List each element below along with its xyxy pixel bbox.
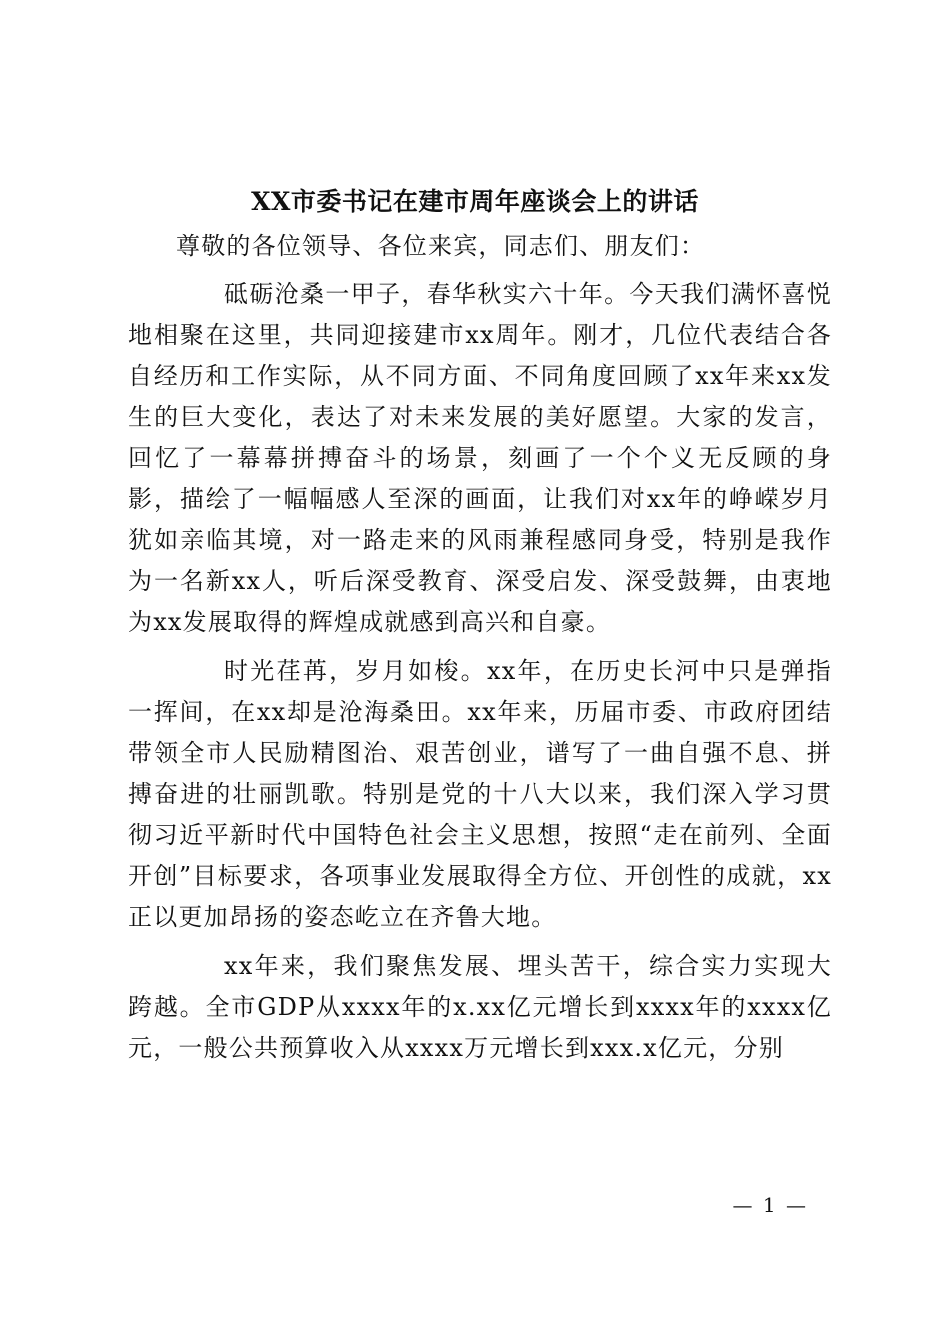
paragraph: 砥砺沧桑一甲子，春华秋实六十年。今天我们满怀喜悦地相聚在这里，共同迎接建市xx周年。刚才，几位代表结合各自经历和工作实际，从不同方面、不同角度回顾了xx年来xx发生的巨大变化，表达了对未来发展的美好愿望。大家的发言，回忆了一幕幕拼搏奋斗的场景，刻画了一个个义无反顾的身影，描绘了一幅幅感人至深的画面，让我们对xx年的峥嵘岁月犹如亲临其境，对一路走来的风雨兼程感同身受，特别是我作为一名新xx人，听后深受教育、深受启发、深受鼓舞，由衷地为xx发展取得的辉煌成就感到高兴和自豪。 bbox=[128, 280, 832, 636]
salutation: 尊敬的各位领导、各位来宾，同志们、朋友们： bbox=[176, 232, 706, 260]
page-number: — 1 — bbox=[732, 1193, 808, 1217]
document-body bbox=[128, 226, 832, 1077]
document-title: XX市委书记在建市周年座谈会上的讲话 bbox=[251, 187, 699, 216]
paragraph: 时光荏苒，岁月如梭。xx年，在历史长河中只是弹指一挥间，在xx却是沧海桑田。xx年来，历届市委、市政府团结带领全市人民励精图治、艰苦创业，谱写了一曲自强不息、拼搏奋进的壮丽凯歌。特别是党的十八大以来，我们深入学习贯彻习近平新时代中国特色社会主义思想，按照“走在前列、全面开创”目标要求，各项事业发展取得全方位、开创性的成就，xx正以更加昂扬的姿态屹立在齐鲁大地。 bbox=[128, 657, 832, 931]
paragraph: xx年来，我们聚焦发展、埋头苦干，综合实力实现大跨越。全市GDP从xxxx年的x.xx亿元增长到xxxx年的xxxx亿元，一般公共预算收入从xxxx万元增长到xxx.x亿元，分别 bbox=[128, 952, 832, 1062]
